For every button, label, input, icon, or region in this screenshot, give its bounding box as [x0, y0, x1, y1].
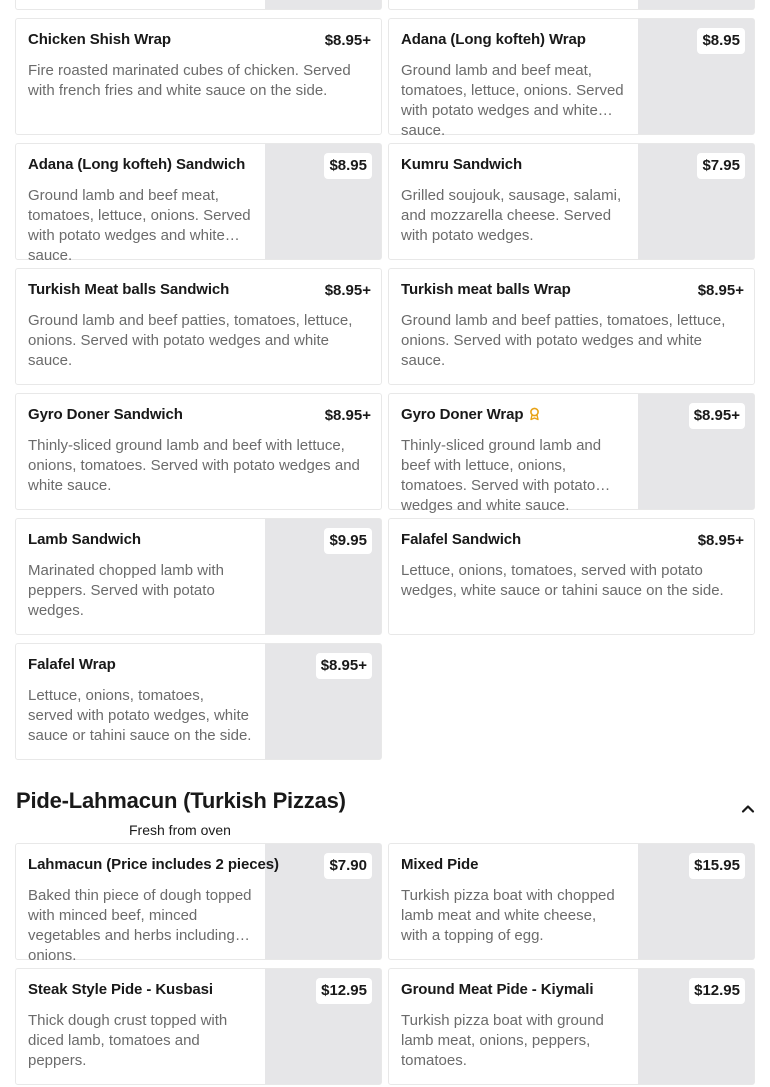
item-description: Thinly-sliced ground lamb and beef with lettuce, onions, tomatoes. Served with potato wedges and white sauce.: [28, 437, 360, 494]
item-name: [401, 156, 626, 174]
item-name: [28, 531, 253, 549]
item-price: $7.90: [324, 853, 372, 879]
item-description: Thick dough crust topped with diced lamb, tomatoes and peppers.: [28, 1012, 228, 1069]
item-name-text: Adana (Long kofteh) Sandwich: [28, 156, 246, 173]
collapse-section-button[interactable]: [736, 796, 760, 820]
menu-item-card[interactable]: [388, 393, 755, 514]
menu-item-card[interactable]: [388, 843, 755, 960]
item-description: Ground lamb and beef patties, tomatoes, lettuce, onions. Served with potato wedges and white sauce.: [28, 312, 353, 369]
item-text: [28, 156, 253, 264]
item-name-text: Ground Meat Pide - Kiymali: [401, 981, 594, 998]
item-image: [265, 0, 381, 9]
item-price: $8.95+: [689, 403, 745, 429]
item-name: [401, 981, 626, 999]
item-price: $12.95: [689, 978, 745, 1004]
menu-item-card[interactable]: [15, 268, 382, 385]
item-description: Ground lamb and beef patties, tomatoes, lettuce, onions. Served with potato wedges and white sauce.: [401, 312, 726, 369]
item-name: [401, 856, 626, 874]
section-header-pide: [16, 786, 756, 836]
menu-item-card[interactable]: [15, 518, 382, 635]
item-price: $8.95: [324, 153, 372, 179]
item-name-text: Chicken Shish Wrap: [28, 31, 171, 48]
item-text: [401, 856, 626, 946]
item-price: $9.95: [324, 528, 372, 554]
menu-item-card[interactable]: [388, 143, 755, 260]
item-price: $8.95+: [316, 653, 372, 679]
item-name-text: Gyro Doner Sandwich: [28, 406, 183, 423]
item-name-text: Mixed Pide: [401, 856, 479, 873]
item-name: [28, 156, 253, 174]
pide-grid: [15, 843, 755, 1085]
item-name-text: Turkish Meat balls Sandwich: [28, 281, 230, 298]
item-text: [28, 406, 369, 496]
item-text: [401, 406, 626, 514]
item-name: [28, 31, 369, 49]
item-text: [401, 281, 742, 371]
item-name: [28, 281, 369, 299]
item-text: [28, 656, 253, 746]
item-name: [28, 981, 253, 999]
item-price: $12.95: [316, 978, 372, 1004]
partial-card-left[interactable]: [15, 0, 382, 10]
item-description: Turkish pizza boat with chopped lamb meat and white cheese, with a topping of egg.: [401, 887, 615, 944]
section-title: Pide-Lahmacun (Turkish Pizzas): [16, 788, 346, 813]
item-text: [28, 531, 253, 621]
item-price: $8.95+: [324, 282, 371, 299]
item-name-text: Falafel Wrap: [28, 656, 116, 673]
item-description: Baked thin piece of dough topped with minced beef, minced vegetables and herbs including onions.: [28, 887, 252, 964]
item-price: $8.95+: [697, 532, 744, 549]
item-name: [401, 406, 626, 424]
item-description: Ground lamb and beef meat, tomatoes, lettuce, onions. Served with potato wedges and white sauce.: [401, 62, 624, 139]
chevron-up-icon: [741, 804, 755, 813]
item-text: [401, 156, 626, 246]
item-description: Thinly-sliced ground lamb and beef with lettuce, onions, tomatoes. Served with potato wedges and white sauce.: [401, 437, 602, 514]
menu-item-card[interactable]: [15, 968, 382, 1085]
menu-item-card[interactable]: [15, 393, 382, 510]
menu-item-card[interactable]: [388, 518, 755, 635]
item-name-text: Kumru Sandwich: [401, 156, 523, 173]
item-text: [28, 856, 279, 964]
menu-item-card[interactable]: [388, 18, 755, 139]
item-price: $8.95+: [697, 282, 744, 299]
item-price: $8.95+: [324, 32, 371, 49]
partial-card-right[interactable]: [388, 0, 755, 10]
item-price: $7.95: [697, 153, 745, 179]
menu-item-card[interactable]: [15, 643, 382, 760]
item-name: [401, 31, 626, 49]
item-name-text: Lamb Sandwich: [28, 531, 141, 548]
item-price: $8.95+: [324, 407, 371, 424]
item-description: Marinated chopped lamb with peppers. Served with potato wedges.: [28, 562, 224, 619]
partial-previous-row: [15, 0, 755, 10]
item-price: $15.95: [689, 853, 745, 879]
menu-item-card[interactable]: [15, 18, 382, 135]
item-name: [28, 656, 253, 674]
item-description: Lettuce, onions, tomatoes, served with potato wedges, white sauce or tahini sauce on the side.: [28, 687, 252, 744]
menu-item-card[interactable]: [388, 968, 755, 1085]
item-name-text: Lahmacun (Price includes 2 pieces): [28, 856, 279, 873]
item-text: [28, 981, 253, 1071]
item-text: [28, 31, 369, 101]
item-name: [401, 281, 742, 299]
item-text: [401, 981, 626, 1071]
item-name: [401, 531, 742, 549]
item-description: Grilled soujouk, sausage, salami, and mozzarella cheese. Served with potato wedges.: [401, 187, 622, 244]
item-name-text: Steak Style Pide - Kusbasi: [28, 981, 213, 998]
item-name: [28, 856, 279, 874]
item-description: Turkish pizza boat with ground lamb meat, onions, peppers, tomatoes.: [401, 1012, 604, 1069]
sandwiches-grid: [15, 18, 755, 760]
item-name: [28, 406, 369, 424]
item-description: Lettuce, onions, tomatoes, served with potato wedges, white sauce or tahini sauce on the side.: [401, 562, 724, 599]
item-description: Fire roasted marinated cubes of chicken. Served with french fries and white sauce on the side.: [28, 62, 351, 99]
item-name-text: Adana (Long kofteh) Wrap: [401, 31, 586, 48]
section-subtitle: Fresh from oven: [129, 822, 231, 838]
item-name-text: Falafel Sandwich: [401, 531, 522, 548]
item-text: [401, 31, 626, 139]
award-ribbon-icon: [528, 407, 541, 420]
item-image: [638, 0, 754, 9]
item-price: $8.95: [697, 28, 745, 54]
item-name-text: Gyro Doner Wrap: [401, 406, 524, 423]
item-description: Ground lamb and beef meat, tomatoes, lettuce, onions. Served with potato wedges and white sauce.: [28, 187, 251, 264]
menu-item-card[interactable]: [388, 268, 755, 385]
menu-item-card[interactable]: [15, 143, 382, 264]
item-text: [28, 281, 369, 371]
item-text: [401, 531, 742, 601]
menu-item-card[interactable]: [15, 843, 382, 964]
item-name-text: Turkish meat balls Wrap: [401, 281, 571, 298]
